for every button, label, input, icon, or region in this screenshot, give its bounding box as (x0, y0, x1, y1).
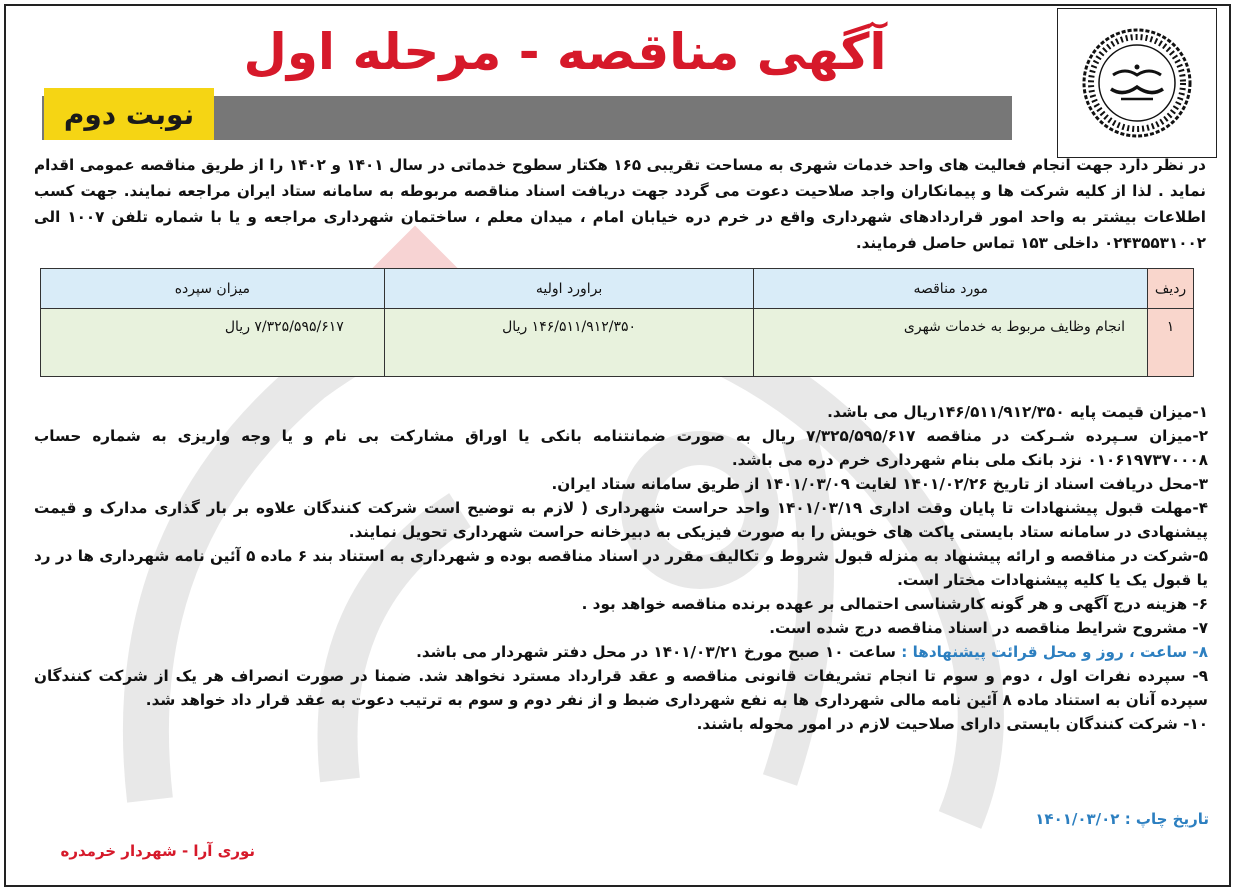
term-text: ۱۰- شرکت کنندگان بایستی دارای صلاحیت لازم در امور محوله باشند. (696, 715, 1208, 733)
table-row (41, 309, 1194, 377)
term-text: ساعت ۱۰ صبح مورخ ۱۴۰۱/۰۳/۲۱ در محل دفتر شهردار می باشد. (416, 643, 902, 661)
term-text: ۲-میزان سـپرده شـرکت در مناقصه ۷/۳۲۵/۵۹۵/۶۱۷ ریال به صورت ضمانتنامه بانکی یا اوراق مشارکت بی نام و یا وجه واریزی به شماره حساب ۰۱۰۶۱۹۷۳۷۰۰۰۸ نزد بانک ملی بنام شهرداری خرم دره می باشد. (34, 427, 1208, 469)
term-text: ۳-محل دریافت اسناد از تاریخ ۱۴۰۱/۰۲/۲۶ لغایت ۱۴۰۱/۰۳/۰۹ از طریق سامانه ستاد ایران. (551, 475, 1208, 493)
header-row-number: ردیف (1148, 269, 1194, 309)
term-item (34, 640, 1208, 664)
terms-list (34, 400, 1208, 736)
cell-row-number: ۱ (1148, 309, 1194, 377)
round-badge-label: نوبت دوم (63, 97, 195, 131)
term-item (34, 400, 1208, 424)
intro-paragraph: در نظر دارد جهت انجام فعالیت های واحد خدمات شهری به مساحت تقریبی ۱۶۵ هکتار سطوح خدماتی در سال ۱۴۰۱ و ۱۴۰۲ را از طریق مناقصه عمومی اقدام نماید . لذا از کلیه شرکت ها و پیمانکاران واجد صلاحیت دعوت می گردد جهت دریافت اسناد مناقصه مربوطه به سامانه ستاد ایران مراجعه نمایند. جهت کسب اطلاعات بیشتر به واحد امور قراردادهای شهرداری واقع در خرم دره خیابان امام ، میدان معلم ، ساختمان شهرداری مراجعه و یا با شماره تلفن ۱۰۰۷ الی ۰۲۴۳۵۵۳۱۰۰۲ داخلی ۱۵۳ تماس حاصل فرمایند. (34, 156, 1207, 252)
term-item (34, 544, 1208, 592)
header-subject: مورد مناقصه (754, 269, 1148, 309)
print-date: تاریخ چاپ : ۱۴۰۱/۰۳/۰۲ (1035, 810, 1209, 828)
term-item (34, 712, 1208, 736)
term-item (34, 616, 1208, 640)
term-item (34, 424, 1208, 472)
term-item (34, 472, 1208, 496)
term-highlight: ۸- ساعت ، روز و محل قرائت پیشنهادها : (901, 643, 1208, 661)
municipality-logo (1057, 8, 1217, 158)
header-deposit: میزان سپرده (41, 269, 385, 309)
term-text: ۱-میزان قیمت پایه ۱۴۶/۵۱۱/۹۱۲/۳۵۰ریال می باشد. (827, 403, 1208, 421)
term-text: ۵-شرکت در مناقصه و ارائه پیشنهاد به منزله قبول شروط و تکالیف مقرر در اسناد مناقصه بوده و شهرداری به استناد بند ۶ ماده ۵ آئین نامه شهرداری ها در رد یا قبول یک یا کلیه پیشنهادات مختار است. (34, 547, 1208, 589)
term-text: ۷- مشروح شرایط مناقصه در اسناد مناقصه درج شده است. (769, 619, 1208, 637)
term-item (34, 496, 1208, 544)
page-title: آگهی مناقصه - مرحله اول (243, 23, 887, 81)
term-text: ۹- سپرده نفرات اول ، دوم و سوم تا انجام تشریفات قانونی مناقصه و عقد قرارداد مسترد نخواهد شد. ضمنا در صورت انصراف هر یک از شرکت کنندگان سپرده آنان به استناد ماده ۸ آئین نامه مالی شهرداری ها به نفع شهرداری ضبط و از نفر دوم و سوم به ترتیب دعوت به عقد قرار داد خواهد شد. (34, 667, 1208, 709)
signature: نوری آرا - شهردار خرمدره (60, 842, 255, 860)
header-estimate: براورد اولیه (384, 269, 754, 309)
term-item (34, 592, 1208, 616)
municipality-seal-icon (1081, 27, 1193, 139)
cell-deposit: ۷/۳۲۵/۵۹۵/۶۱۷ ریال (41, 309, 385, 377)
term-text: ۴-مهلت قبول پیشنهادات تا پایان وقت اداری ۱۴۰۱/۰۳/۱۹ واحد حراست شهرداری ( لازم به توضیح است شرکت کنندگان علاوه بر بار گذاری مدارک و قیمت پیشنهادی در سامانه ستاد بایستی پاکت های خویش را به صورت فیزیکی به دبیرخانه حراست شهرداری تحویل نمایند. (34, 499, 1208, 541)
round-badge (44, 88, 214, 140)
cell-subject: انجام وظایف مربوط به خدمات شهری (754, 309, 1148, 377)
term-text: ۶- هزینه درج آگهی و هر گونه کارشناسی احتمالی بر عهده برنده مناقصه خواهد بود . (581, 595, 1208, 613)
tender-table (40, 268, 1194, 377)
term-item (34, 664, 1208, 712)
cell-estimate: ۱۴۶/۵۱۱/۹۱۲/۳۵۰ ریال (384, 309, 754, 377)
table-header-row (41, 269, 1194, 309)
